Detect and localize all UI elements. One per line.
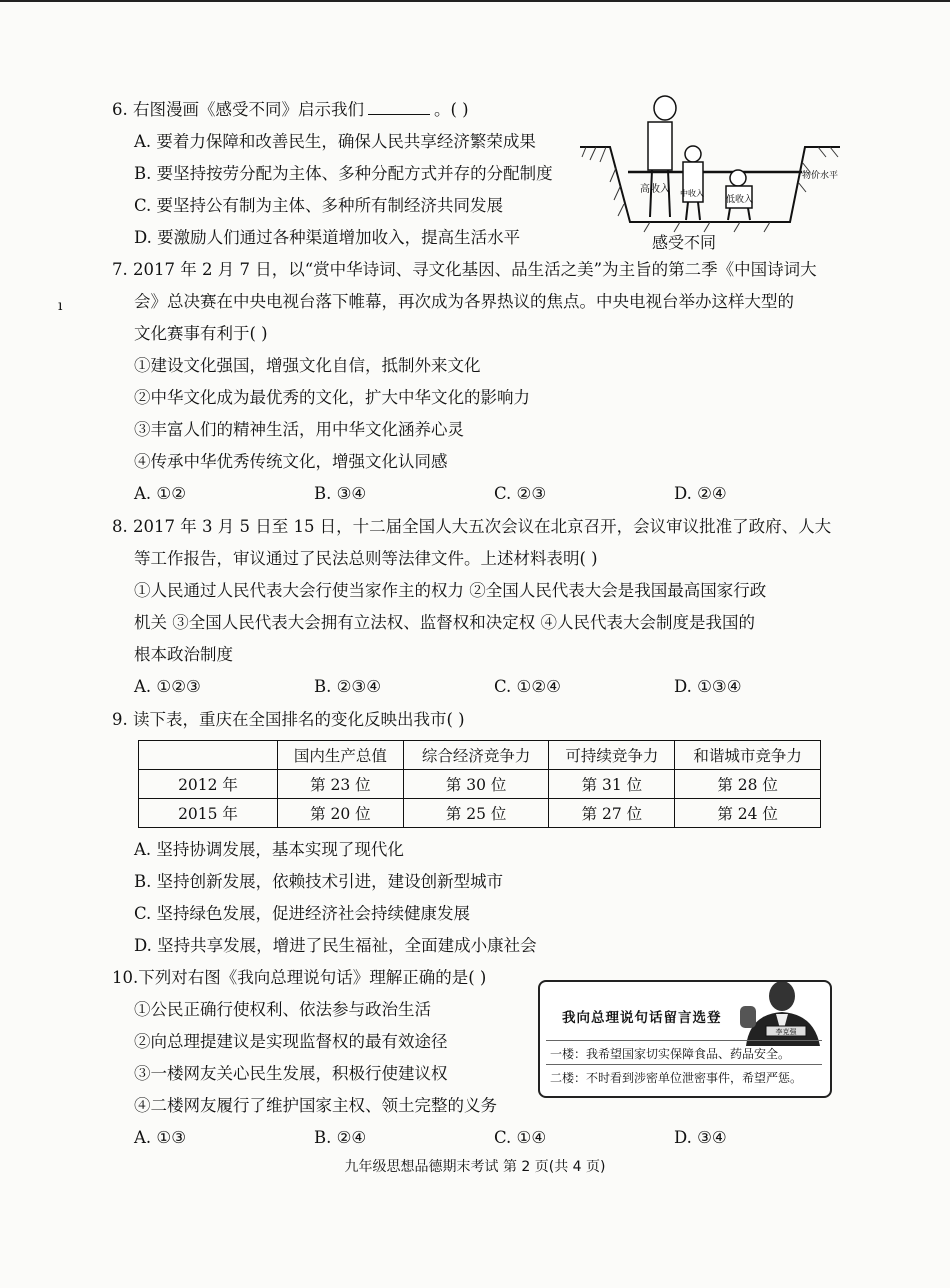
option-a: A. ①②③ [134, 677, 201, 696]
low-income-figure [726, 170, 753, 220]
option-d: D. ③④ [674, 1128, 727, 1147]
question-9 [112, 704, 465, 736]
option-c: C. 要坚持公有制为主体、多种所有制经济共同发展 [134, 196, 504, 215]
option-c: C. 坚持绿色发展，促进经济社会持续健康发展 [134, 904, 471, 923]
question-10-item-3: ③一楼网友关心民生发展，积极行使建议权 [134, 1064, 448, 1083]
table-cell: 第 24 位 [675, 799, 821, 828]
svg-text:中收入: 中收入 [680, 189, 704, 198]
option-a: A. 要着力保障和改善民生，确保人民共享经济繁荣成果 [134, 132, 536, 151]
page-footer: 九年级思想品德期末考试 第 2 页(共 4 页) [344, 1159, 606, 1175]
option-d: D. ②④ [674, 484, 727, 503]
middle-income-figure [680, 146, 704, 220]
pit-outline [580, 147, 840, 222]
table-header-row [139, 741, 821, 770]
ranking-table [138, 740, 821, 828]
question-10-stem: 10.下列对右图《我向总理说句话》理解正确的是( ) [112, 968, 487, 987]
premier-portrait-icon [736, 980, 828, 1046]
table-cell: 第 25 位 [403, 799, 549, 828]
table-cell: 2015 年 [139, 799, 278, 828]
question-7-item-2: ②中华文化成为最优秀的文化，扩大中华文化的影响力 [134, 388, 530, 407]
forum-floor-2: 二楼：不时看到涉密单位泄密事件，希望严惩。 [546, 1064, 822, 1090]
price-level-label: 物价水平 [802, 171, 839, 181]
question-8-options [112, 671, 854, 703]
option-b: B. ②④ [314, 1128, 367, 1147]
option-c: C. ②③ [494, 484, 547, 503]
question-7 [112, 254, 854, 510]
question-10-item-1: ①公民正确行使权利、依法参与政治生活 [134, 1000, 431, 1019]
option-b: B. 要坚持按劳分配为主体、多种分配方式并存的分配制度 [134, 164, 553, 183]
table-cell: 第 20 位 [278, 799, 404, 828]
table-header-cell: 和谐城市竞争力 [675, 741, 821, 770]
question-8-line-5: 根本政治制度 [134, 645, 233, 664]
question-7-item-3: ③丰富人们的精神生活，用中华文化涵养心灵 [134, 420, 464, 439]
forum-title: 我向总理说句话留言选登 [562, 1010, 722, 1026]
question-10-options [112, 1122, 854, 1154]
option-d: D. 要激励人们通过各种渠道增加收入，提高生活水平 [134, 228, 521, 247]
table-header-cell [139, 741, 278, 770]
table-header-cell: 综合经济竞争力 [403, 741, 549, 770]
margin-mark: ı [58, 298, 63, 314]
option-a: A. ①③ [134, 1128, 186, 1147]
question-8-line-1: 8. 2017 年 3 月 5 日至 15 日，十二届全国人大五次会议在北京召开，会议审议批准了政府、人大 [112, 517, 832, 536]
question-8-line-3: ①人民通过人民代表大会行使当家作主的权力 ②全国人民代表大会是我国最高国家行政 [134, 581, 767, 600]
option-c: C. ①②④ [494, 677, 561, 696]
option-b: B. ②③④ [314, 677, 381, 696]
question-6 [112, 94, 553, 254]
option-d: D. 坚持共享发展，增进了民生福祉，全面建成小康社会 [134, 936, 537, 955]
question-7-options [112, 478, 854, 510]
table-cell: 2012 年 [139, 770, 278, 799]
table-cell: 第 27 位 [549, 799, 675, 828]
question-8-line-4: 机关 ③全国人民代表大会拥有立法权、监督权和决定权 ④人民代表大会制度是我国的 [134, 613, 755, 632]
cartoon-image [580, 92, 840, 252]
question-10-item-4: ④二楼网友履行了维护国家主权、领土完整的义务 [134, 1096, 497, 1115]
high-income-figure [640, 96, 676, 217]
question-7-item-1: ①建设文化强国，增强文化自信，抵制外来文化 [134, 356, 481, 375]
question-8-line-2: 等工作报告，审议通过了民法总则等法律文件。上述材料表明( ) [134, 549, 598, 568]
table-cell: 第 31 位 [549, 770, 675, 799]
table-row [139, 770, 821, 799]
forum-floor-1: 一楼：我希望国家切实保障食品、药品安全。 [546, 1040, 822, 1066]
question-8 [112, 511, 854, 703]
option-d: D. ①③④ [674, 677, 742, 696]
table-cell: 第 28 位 [675, 770, 821, 799]
table-header-cell: 可持续竞争力 [549, 741, 675, 770]
question-10-item-2: ②向总理提建议是实现监督权的最有效途径 [134, 1032, 448, 1051]
question-7-line-3: 文化赛事有利于( ) [134, 324, 268, 343]
option-a: A. 坚持协调发展，基本实现了现代化 [134, 840, 404, 859]
option-a: A. ①② [134, 484, 186, 503]
option-b: B. 坚持创新发展，依赖技术引进，建设创新型城市 [134, 872, 504, 891]
forum-message-image [538, 980, 832, 1098]
question-9-stem: 9. 读下表，重庆在全国排名的变化反映出我市( ) [112, 710, 465, 729]
option-c: C. ①④ [494, 1128, 547, 1147]
question-6-stem: 6. 右图漫画《感受不同》启示我们 。( ) [112, 94, 553, 126]
question-7-line-1: 7. 2017 年 2 月 7 日，以“赏中华诗词、寻文化基因、品生活之美”为主旨的第二季《中国诗词大 [112, 260, 817, 279]
table-row [139, 799, 821, 828]
answer-blank [368, 94, 430, 115]
question-9-options [112, 834, 537, 962]
question-7-line-2: 会》总决赛在中央电视台落下帷幕，再次成为各界热议的焦点。中央电视台举办这样大型的 [134, 292, 794, 311]
table-header-cell: 国内生产总值 [278, 741, 404, 770]
option-b: B. ③④ [314, 484, 367, 503]
cartoon-caption: 感受不同 [652, 233, 717, 252]
name-tag: 李克强 [775, 1028, 797, 1036]
question-7-item-4: ④传承中华优秀传统文化，增强文化认同感 [134, 452, 448, 471]
svg-text:低收入: 低收入 [726, 195, 754, 205]
table-cell: 第 23 位 [278, 770, 404, 799]
top-border-line [0, 0, 950, 2]
table-cell: 第 30 位 [403, 770, 549, 799]
svg-text:高收入: 高收入 [640, 184, 670, 195]
